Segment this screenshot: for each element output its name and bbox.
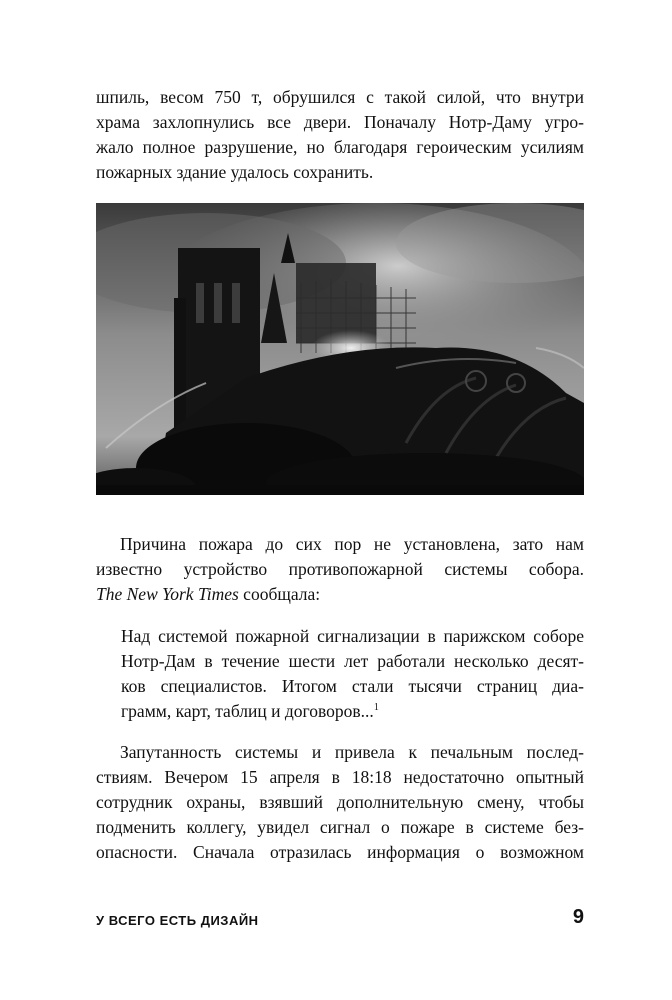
text-line: подменить коллегу, увидел сигнал о пожаре в системе без- [96,817,584,837]
text-line: сотрудник охраны, взявший дополнительную смену, чтобы [96,792,584,812]
text-line: жало полное разрушение, но благодаря героическим усилиям [96,137,584,157]
text-line: Причина пожара до сих пор не установлена, зато нам [120,534,584,554]
paragraph-3 [96,740,584,865]
footnote-marker: 1 [373,702,379,714]
text-line [96,582,584,607]
text-line: опасности. Сначала отразилась информация о возможном [96,842,584,862]
text-line: известно устройство противопожарной системы собора. [96,559,584,579]
paragraph-2 [96,532,584,607]
quote-line [121,699,584,724]
quote-line: ков специалистов. Итогом стали тысячи страниц диа- [121,676,584,696]
source-title: The New York Times [96,584,239,604]
text-line: Запутанность системы и привела к печальным послед- [120,742,584,762]
notre-dame-fire-photo [96,203,584,495]
text-fragment: сообщала: [238,584,321,604]
quote-line: Над системой пожарной сигнализации в парижском соборе [121,626,584,646]
page-number: 9 [572,906,584,928]
paragraph-1 [96,85,584,185]
text-line: храма захлопнулись все двери. Поначалу Нотр-Даму угро- [96,112,584,132]
block-quote [121,624,584,724]
text-line: шпиль, весом 750 т, обрушился с такой силой, что внутри [96,87,584,107]
running-footer-title: У ВСЕГО ЕСТЬ ДИЗАЙН [96,913,259,928]
text-line: пожарных здание удалось сохранить. [96,162,374,182]
photo-image [96,203,584,495]
text-line: ствиям. Вечером 15 апреля в 18:18 недостаточно опытный [96,767,584,787]
quote-text: грамм, карт, таблиц и договоров... [121,701,374,721]
quote-line: Нотр-Дам в течение шести лет работали несколько десят- [121,651,584,671]
